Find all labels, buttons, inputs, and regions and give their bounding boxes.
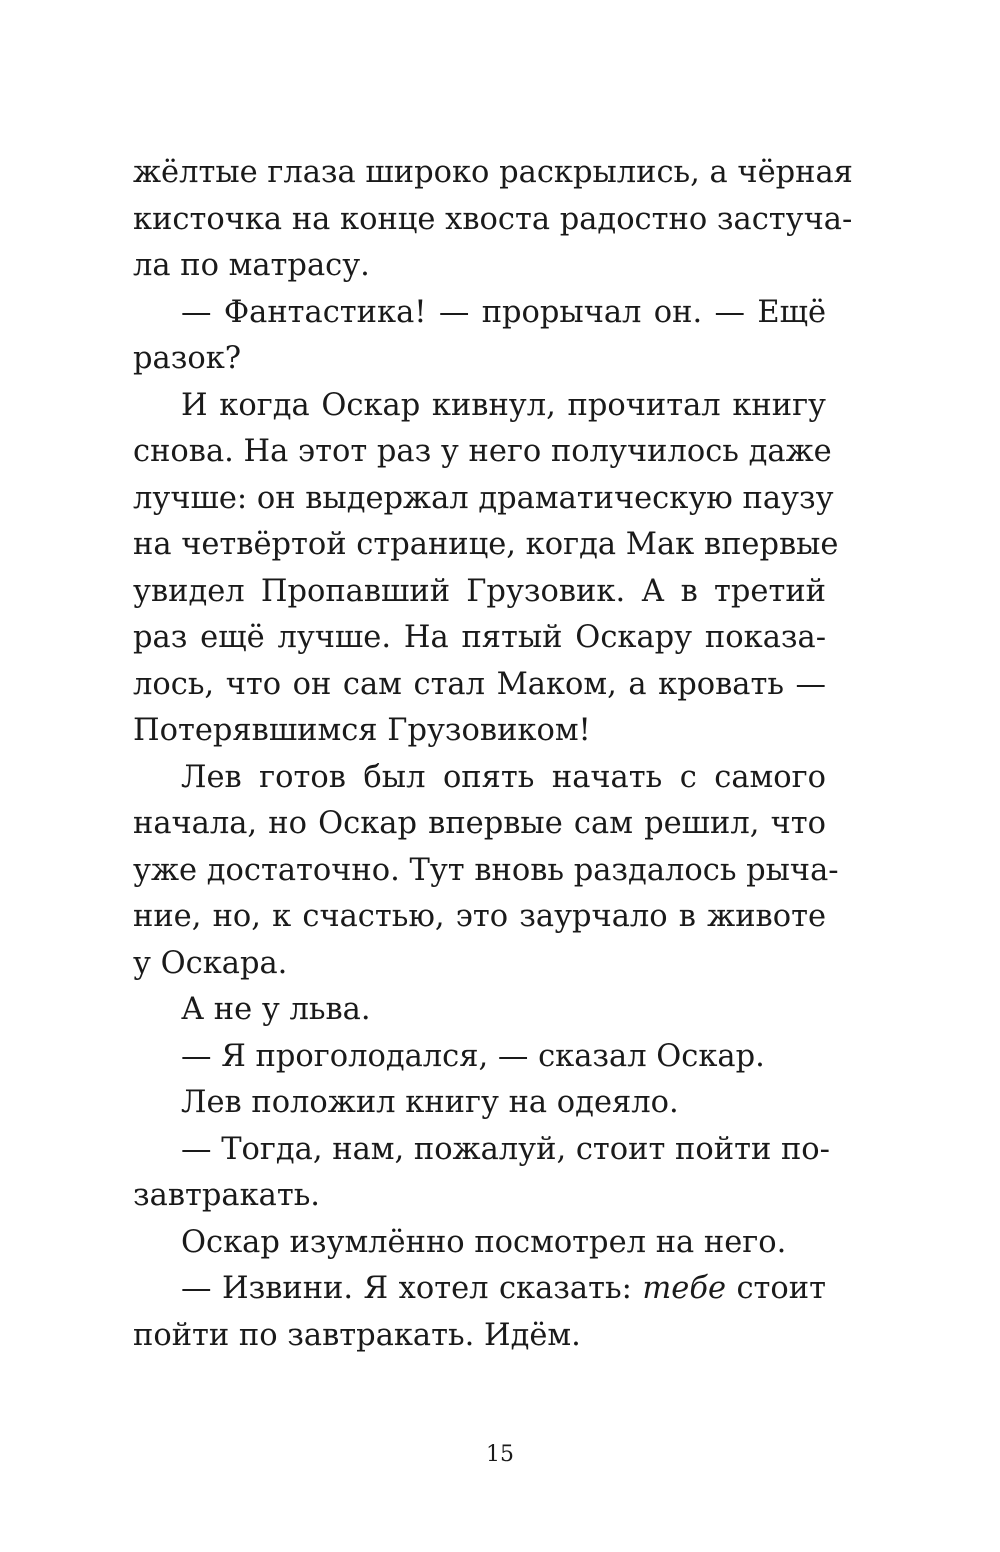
text-line: у Оскара. [133, 945, 288, 981]
text-line: И когда Оскар кивнул, прочитал книгу [181, 387, 826, 423]
text-line: лось, что он сам стал Маком, а кровать — [133, 666, 826, 702]
text-line: уже достаточно. Тут вновь раздалось рыча- [133, 852, 839, 888]
text-line: — Фантастика! — прорычал он. — Ещё [181, 294, 826, 330]
text-line: начала, но Оскар впервые сам решил, что [133, 806, 826, 841]
text-line: — Тогда, нам, пожалуй, стоит пойти по- [181, 1131, 830, 1167]
text-line: увидел Пропавший Грузовик. А в третий [133, 573, 826, 609]
body-text [133, 150, 853, 1359]
text-line: пойти по завтракать. Идём. [133, 1317, 581, 1353]
text-line: на четвёртой странице, когда Мак впервые [133, 527, 839, 562]
text-line: разок? [133, 341, 242, 376]
text-line: снова. На этот раз у него получилось даже [133, 434, 832, 469]
text-line: Лев положил книгу на одеяло. [181, 1085, 679, 1120]
text-line: лучше: он выдержал драматическую паузу [133, 480, 834, 516]
text-segment: — Извини. Я хотел сказать: [181, 1271, 643, 1306]
text-line: Потерявшимся Грузовиком! [133, 713, 591, 748]
text-line: А не у льва. [181, 992, 371, 1027]
text-line: раз ещё лучше. На пятый Оскару показа- [133, 620, 826, 655]
text-line: завтракать. [133, 1178, 320, 1213]
text-line [133, 1266, 826, 1313]
text-line: — Я проголодался, — сказал Оскар. [181, 1038, 765, 1074]
text-line: кисточка на конце хвоста радостно застуча- [133, 201, 853, 237]
text-segment: стоит [726, 1271, 826, 1306]
text-line: ла по матрасу. [133, 248, 370, 283]
text-line: Лев готов был опять начать с самого [181, 759, 826, 795]
text-line: ние, но, к счастью, это заурчало в животе [133, 899, 826, 934]
text-line: Оскар изумлённо посмотрел на него. [181, 1224, 787, 1260]
emphasized-word: тебе [642, 1271, 726, 1306]
page-number: 15 [486, 1442, 514, 1467]
text-line: жёлтые глаза широко раскрылись, а чёрная [133, 155, 853, 190]
